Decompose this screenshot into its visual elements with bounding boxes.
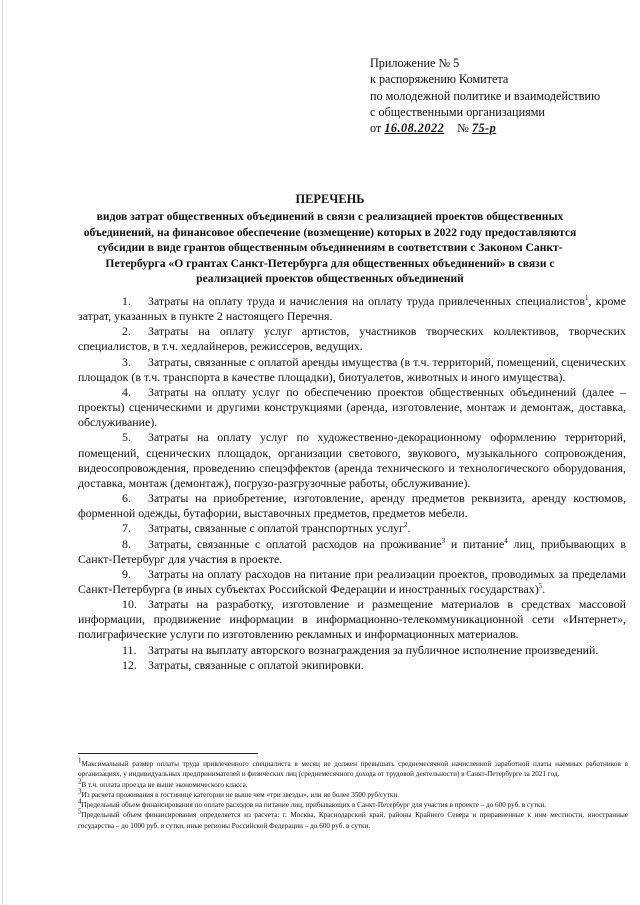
item-text: Затраты на оплату труда и начисления на оплату труда привлеченных специалистов (148, 294, 585, 308)
list-item (78, 643, 626, 658)
list-item (78, 658, 626, 673)
item-number: 12. (122, 657, 137, 672)
footnote (78, 810, 628, 831)
list-item (78, 324, 626, 354)
handwritten-date: 16.08.2022 (384, 121, 445, 136)
appendix-number: Приложение № 5 (370, 56, 460, 70)
item-text: Затраты на оплату услуг по художественно-декорационному оформлению территорий, помещений, сценических площадок, организации светового, звукового, музыкального сопровождения, видеосопровождения, проведению спецэффектов (аренда технического и технологического оборудования, доставка, монтаж (демонтаж), погрузо-разгрузочные работы, обслуживание). (78, 430, 626, 490)
item-text: Затраты, связанные с оплатой расходов на проживание (148, 536, 442, 551)
footnote (78, 797, 628, 810)
appendix-committee: по молодежной политике и взаимодействию (370, 88, 601, 103)
footnote-mark: 2 (78, 777, 82, 786)
footnote (78, 756, 628, 780)
appendix-organizations: с общественными организациями (370, 104, 545, 119)
document-subtitle: видов затрат общественных объединений в связи с реализацией проектов общественных объединений, на финансовое обеспечение (возмещение) которых в 2022 году предоставляются субсидии в виде грантов общественным объединениям в соответствии с Законом Санкт-Петербурга «О грантах Санкт-Петербурга для общественных объединений» в связи с реализацией проектов общественных объединений (83, 210, 577, 286)
footnote-text: Предельный объем финансирования определяется из расчета: г. Москва, Краснодарский край, районы Крайнего Севера и приравненные к ним местности, иностранные государства – до 1000 руб. в сутки, иные регионы Российской Федерации – до 600 руб. в сутки. (78, 811, 628, 830)
list-item (78, 521, 626, 536)
footnotes (78, 753, 628, 831)
item-number: 1. (122, 294, 131, 308)
footnote (78, 777, 628, 790)
scan-edge-line (2, 0, 3, 905)
item-text: Затраты на оплату расходов на питание при реализации проектов, проводимых за пределами Санкт-Петербурга (в иных субъектах Российской Федерации и иностранных государствах) (78, 566, 626, 596)
item-number: 3. (122, 354, 131, 369)
item-text: Затраты на оплату услуг артистов, участников творческих коллективов, творческих специалистов, в т.ч. хедлайнеров, режиссеров, ведущих. (78, 324, 626, 354)
item-text: Затраты на разработку, изготовление и размещение материалов в средствах массовой информации, продвижение информации в информационно-телекоммуникационной сети «Интернет», полиграфические услуги по изготовлению рекламных и информационных материалов. (78, 597, 626, 642)
item-number: 2. (122, 324, 131, 339)
list-item (78, 491, 626, 521)
list-item (78, 430, 626, 491)
item-text: Затраты на оплату услуг по обеспечению проектов общественных объединений (далее – проекты) сценическими и другими конструкциями (аренда, изготовление, монтаж и демонтаж, доставка, обслуживание). (78, 384, 626, 430)
footnote-ref: 1 (584, 294, 589, 303)
footnote-text: Предельный объем финансирования по оплате расходов на питание лиц, прибывающих в Санкт-Петербург для участия в проекте – до 600 руб. в сутки. (81, 801, 546, 810)
date-prefix: от (370, 121, 382, 136)
appendix-order-ref: к распоряжению Комитета (370, 72, 509, 87)
footnote-mark: 1 (78, 756, 82, 765)
item-text-cont: . (407, 521, 411, 536)
footnote-ref: 3 (441, 536, 446, 545)
list-item (78, 385, 626, 430)
footnote-text: Из расчета проживания в гостинице категории не выше чем «три звезды», или не более 3500 руб/сутки. (81, 790, 399, 799)
list-item (78, 597, 626, 642)
item-text: Затраты на приобретение, изготовление, аренду предметов реквизита, аренду костюмов, форменной одежды, бутафории, выставочных предметов, предметов мебели. (78, 491, 626, 521)
footnote-ref: 2 (404, 521, 408, 530)
item-text: Затраты, связанные с оплатой транспортных услуг (148, 521, 404, 536)
item-number: 10. (122, 597, 137, 612)
list-item (78, 537, 626, 567)
item-number: 8. (122, 536, 131, 551)
item-text-cont: . (542, 581, 546, 596)
handwritten-number: 75-р (471, 121, 497, 136)
footnote (78, 787, 628, 800)
footnote-separator (78, 753, 258, 754)
document-title: ПЕРЕЧЕНЬ (295, 192, 365, 206)
footnote-mark: 5 (78, 808, 82, 817)
list-item (78, 294, 626, 324)
appendix-header (370, 55, 600, 136)
item-number: 7. (122, 521, 131, 536)
item-text-cont: , кроме затрат, указанных в пункте 2 настоящего Перечня. (78, 294, 626, 324)
footnote-mark: 3 (78, 787, 82, 796)
item-text: Затраты на выплату авторского вознаграждения за публичное исполнение произведений. (148, 642, 599, 657)
items-list (78, 294, 626, 673)
footnote-ref: 4 (504, 536, 508, 545)
item-text-cont: и питание (445, 536, 505, 551)
footnote-mark: 4 (78, 797, 82, 806)
item-number: 5. (122, 430, 131, 445)
number-prefix: № (457, 121, 469, 136)
footnote-text: В т.ч. оплата проезда не выше экономического класса. (81, 780, 248, 789)
item-number: 9. (122, 566, 131, 581)
item-number: 4. (122, 384, 131, 399)
item-number: 6. (122, 491, 131, 506)
footnote-text: Максимальный размер оплаты труда привлеченного специалиста в месяц не должен превышать среднемесячной начисленной заработной платы наемных работников в организациях, у индивидуальных предпринимателей и физических лиц (среднемесячного дохода от трудовой деятельности) в Санкт-Петербурге за 2021 год. (78, 760, 628, 779)
item-text: Затраты, связанные с оплатой аренды имущества (в т.ч. территорий, помещений, сценических площадок (в т.ч. транспорта в качестве площадки), биотуалетов, животных и иного имущества). (78, 354, 626, 384)
item-text-cont: лиц, прибывающих в Санкт-Петербург для участия в проекте. (78, 536, 626, 566)
footnote-ref: 5 (538, 582, 543, 590)
appendix-date-line (370, 120, 600, 136)
item-number: 11. (122, 642, 137, 657)
item-text: Затраты, связанные с оплатой экипировки. (148, 657, 364, 672)
list-item (78, 567, 626, 597)
list-item (78, 355, 626, 385)
